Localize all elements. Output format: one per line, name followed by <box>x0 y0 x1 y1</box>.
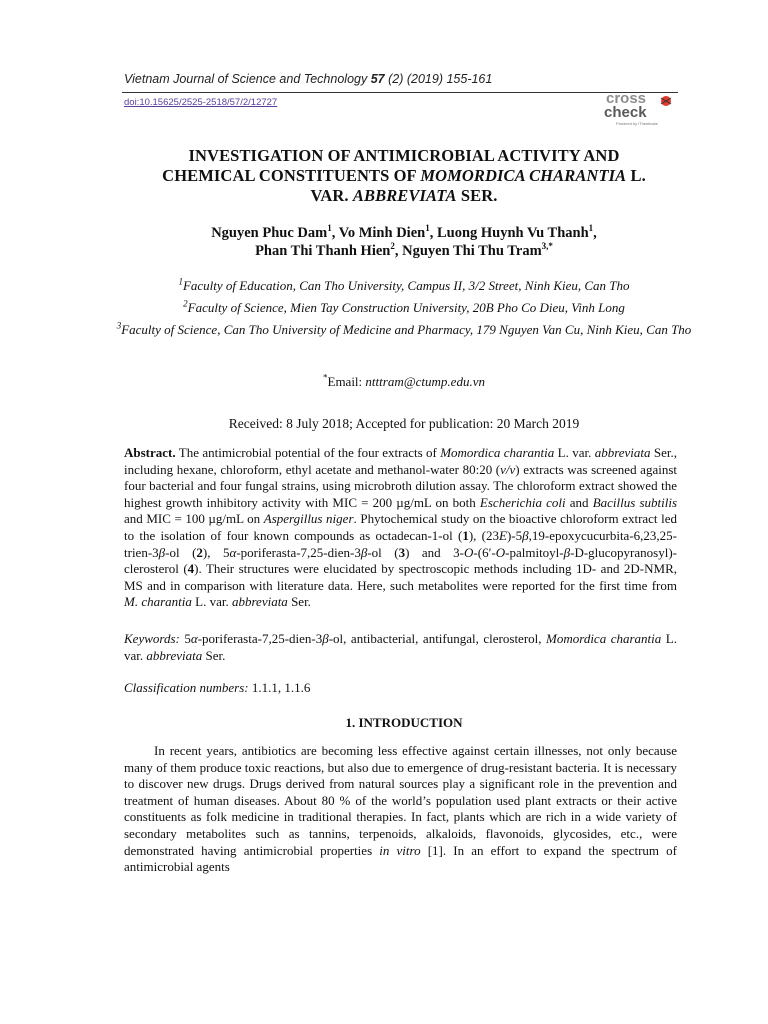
header-rule <box>122 92 678 93</box>
abstract: Abstract. The antimicrobial potential of the four extracts of Momordica charantia L. var. abbreviata Ser., including hexane, chloroform, ethyl acetate and methanol-water 80:20 (v/v) extracts was screened against four bacterial and four fungal strains, using microbroth dilution assay. The chloroform extract showed the highest growth inhibitory activity with MIC = 200 µg/mL on both Escherichia coli and Bacillus subtilis and MIC = 100 µg/mL on Aspergillus niger. Phytochemical study on the bioactive chloroform extract led to the isolation of four known compounds as octadecan-1-ol (1), (23E)-5β,19-epoxycucurbita-6,23,25-trien-3β-ol (2), 5α-poriferasta-7,25-dien-3β-ol (3) and 3-O-(6′-O-palmitoyl-β-D-glucopyranosyl)-clerosterol (4). Their structures were elucidated by spectroscopic methods including 1D- and 2D-NMR, MS and in comparison with literature data. Here, such metabolites were reported for the first time from M. charantia L. var. abbreviata Ser. <box>124 445 678 610</box>
author-name: , Vo Minh Dien <box>331 225 426 241</box>
affiliation-2: $^2$Faculty of Science, Mien Tay Construction University, 20B Pho Co Dieu, Vinh Long <box>183 298 625 315</box>
title-line-3: VAR. ABBREVIATA SER. <box>310 186 498 205</box>
keywords: Keywords: 5α-poriferasta-7,25-dien-3β-ol, antibacterial, antifungal, clerosterol, Momordica charantia L. var. abbreviata Ser. <box>124 631 677 663</box>
journal-issue-pages: (2) (2019) 155-161 <box>388 72 493 86</box>
section-heading: 1. INTRODUCTION <box>345 715 463 730</box>
journal-volume: 57 <box>370 72 385 86</box>
crossmark-text-bottom: check <box>604 104 647 121</box>
received-dates: Received: 8 July 2018; Accepted for publication: 20 March 2019 <box>228 416 580 431</box>
affiliation-3: $^3$Faculty of Science, Can Tho University of Medicine and Pharmacy, 179 Nguyen Van Cu, Ninh Kieu, Can Tho <box>116 320 692 337</box>
journal-citation <box>124 72 684 86</box>
doi-link[interactable]: doi:10.15625/2525-2518/57/2/12727 <box>124 97 278 108</box>
author-name: , Luong Huynh Vu Thanh <box>429 225 589 241</box>
classification-numbers: Classification numbers: 1.1.1, 1.1.6 <box>124 680 311 695</box>
crossmark-text-top: cross <box>606 90 647 107</box>
corresponding-email: *Email: ntttram@ctump.edu.vn <box>323 372 485 389</box>
author-name: , Nguyen Thi Thu Tram <box>394 243 542 259</box>
crossmark-powered: Powered by iThenticate <box>616 121 658 126</box>
crossmark-logo[interactable] <box>600 88 680 128</box>
introduction-paragraph: In recent years, antibiotics are becoming less effective against certain illnesses, not only because many of them produce toxic reactions, but also due to emergence of drug-resistant bacteria. It is necessary to discover new drugs. Drugs derived from natural sources play a significant role in the prevention and treatment of human diseases. About 80 % of the world’s population used plant extracts or their active constituents as folk medicine in traditional therapies. In fact, plants which are rich in a wide variety of secondary metabolites such as tannins, terpenoids, alkaloids, flavonoids, glycosides, etc., were demonstrated having antimicrobial properties in vitro [1]. In an effort to expand the spectrum of antimicrobial agents <box>124 743 677 875</box>
abstract-label: Abstract. <box>124 445 176 460</box>
email-address[interactable]: ntttram@ctump.edu.vn <box>365 374 485 389</box>
affiliation-1: $^1$Faculty of Education, Can Tho University, Campus II, 3/2 Street, Ninh Kieu, Can Tho <box>178 276 630 293</box>
keywords-label: Keywords: <box>124 631 180 646</box>
authors-line-2: Phan Thi Thanh Hien$^2$, Nguyen Thi Thu Tram$^{3,*}$ <box>255 241 553 259</box>
title-line-1: INVESTIGATION OF ANTIMICROBIAL ACTIVITY AND <box>188 146 620 165</box>
author-list <box>100 224 708 260</box>
title-line-2: CHEMICAL CONSTITUENTS OF MOMORDICA CHARANTIA L. <box>162 166 646 185</box>
author-name: Nguyen Phuc Dam <box>211 225 328 241</box>
authors-line-1: Nguyen Phuc Dam$^1$, Vo Minh Dien$^1$, Luong Huynh Vu Thanh$^1$, <box>211 223 597 241</box>
affiliations <box>110 277 698 343</box>
author-name: Phan Thi Thanh Hien <box>255 243 391 259</box>
paper-title <box>100 146 708 206</box>
journal-name: Vietnam Journal of Science and Technology <box>124 72 368 86</box>
